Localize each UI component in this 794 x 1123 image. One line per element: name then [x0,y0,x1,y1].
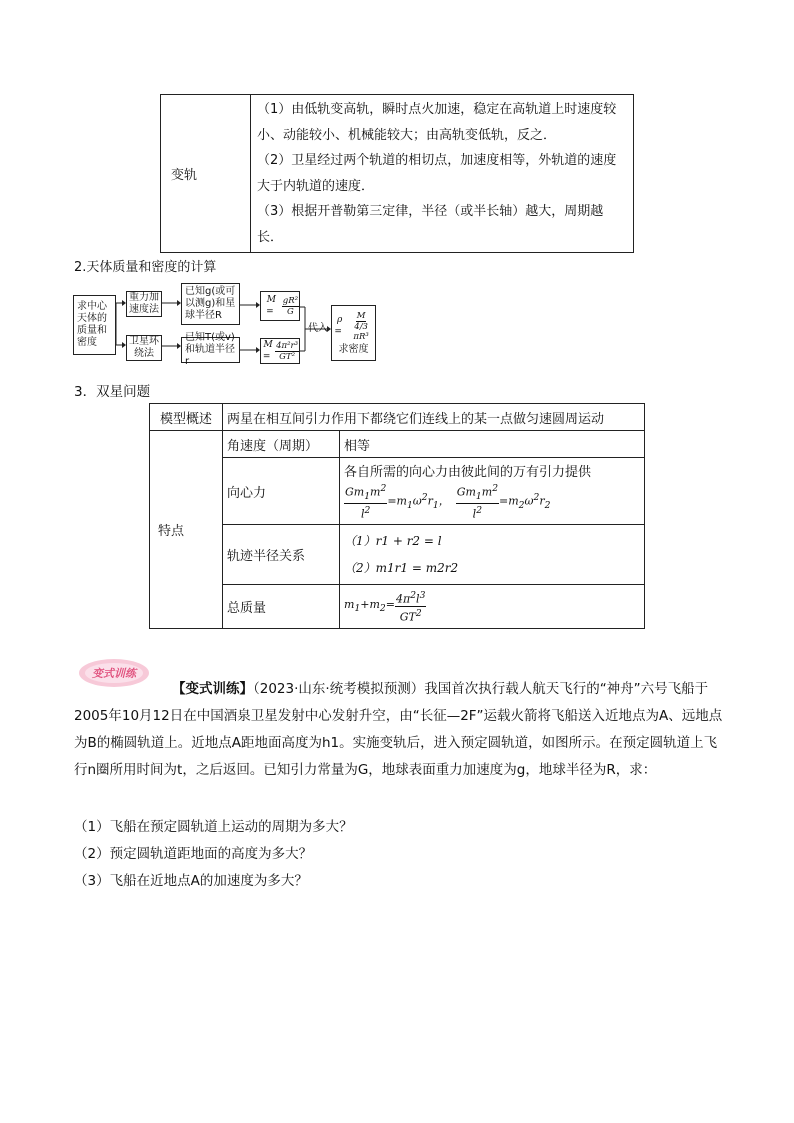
mass-label: 总质量 [223,585,340,629]
question-1: （1）飞船在预定圆轨道上运动的周期为多大？ [74,819,353,835]
orbit-change-label: 变轨 [161,95,251,253]
flow-result-box: ρ = $\frac{M}{\text{4/3 πR³}}$ 求密度 [331,305,376,361]
orbit-change-item-2: （2）卫星经过两个轨道的相切点，加速度相等，外轨道的速度大于内轨道的速度． [257,153,617,194]
flow-connector-label: 代入 [308,323,328,334]
orbit-change-item-1: （1）由低轨变高轨，瞬时点火加速，稳定在高轨道上时速度较小、动能较小、机械能较大；由高轨变低轨，反之． [257,102,617,143]
angular-label: 角速度（周期） [223,431,340,458]
flow-method-orbit-box [126,335,162,361]
mass-equation: $m_1+m_2=$ $\frac{4\pi^2l^3}{GT^2}$ [344,590,426,624]
question-2: （2）预定圆轨道距地面的高度为多大？ [74,846,313,862]
question-3: （3）飞船在近地点A的加速度为多大？ [74,873,308,889]
mass-density-flow-diagram [73,283,383,367]
flow-result-label: 求密度 [338,343,369,355]
radius-equation-2: （2）m1r1 = m2r2 [344,560,459,575]
flow-condition-orbit-box [181,332,240,367]
angular-value: 相等 [340,431,645,458]
exercise-body: （2023·山东·统考模拟预测）我国首次执行载人航天飞行的“神舟”六号飞船于2005年10月12日在中国酒泉卫星发射中心发射升空，由“长征—2F”运载火箭将飞船送入近地点为A、远地点为B的椭圆轨道上。近地点A距地面高度为h1。实施变轨后，进入预定圆轨道，如图所示。在预定圆轨道上飞行n圈所用时间为t，之后返回。已知引力常量为G，地球表面重力加速度为g，地球半径为R，求： [74,681,723,778]
flow-start-text: 求中心天体的质量和密度 [77,301,107,348]
exercise-title: 【变式训练】 [172,681,253,697]
model-label: 模型概述 [150,404,223,431]
exercise-paragraph [74,676,724,784]
orbit-change-table [160,94,634,253]
flow-formula-orbit-box: M = $\frac{\text{4π²r³}}{\text{GT²}}$ [260,338,300,364]
orbit-change-content [251,95,634,253]
orbit-change-item-3: （3）根据开普勒第三定律，半径（或半长轴）越大，周期越长． [257,204,604,245]
flow-condition-gravity-text: 已知g(或可以测g)和星球半径R [185,286,236,321]
flow-condition-gravity-box [181,283,240,325]
exercise-badge-text: 变式训练 [92,667,136,680]
section-2-heading: 2.天体质量和密度的计算 [74,260,217,275]
mass-cell [340,585,645,629]
radius-cell [340,525,645,585]
radius-label: 轨迹半径关系 [223,525,340,585]
exercise-questions [74,814,724,895]
feature-label: 特点 [150,431,223,629]
section-3-heading: 3．双星问题 [74,384,151,400]
centripetal-equation: $\frac{Gm_1m^2}{l^2}$ $=m_1\omega^2r_1$， $\frac{Gm_1m^2}{l^2}$ $=m_2\omega^2r_2$ [345,483,551,521]
binary-star-table [149,403,645,629]
flow-method-gravity-text: 重力加速度法 [129,292,159,315]
radius-equation-1: （1）r1 + r2 = l [344,533,442,548]
model-text: 两星在相互间引力作用下都绕它们连线上的某一点做匀速圆周运动 [223,404,645,431]
centripetal-text: 各自所需的向心力由彼此间的万有引力提供 [344,465,592,481]
flow-method-gravity-box [126,291,162,317]
centripetal-label: 向心力 [223,458,340,525]
flow-condition-orbit-text: 已知T(或v)和轨道半径r [185,332,235,367]
flow-method-orbit-text: 卫星环绕法 [129,336,159,359]
centripetal-cell [340,458,645,525]
flow-formula-gravity-box: M = $\frac{\text{gR²}}{G}$ [260,291,300,321]
flow-start-box [73,295,116,355]
